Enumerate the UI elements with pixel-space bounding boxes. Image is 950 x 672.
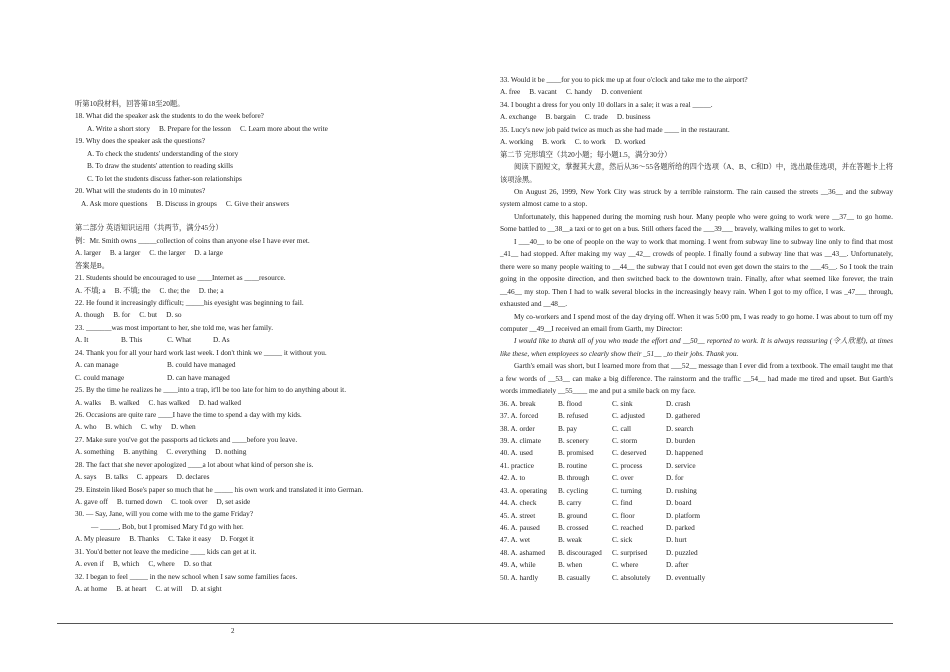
option-text: D. crash — [666, 398, 691, 408]
option-text: 45. A. street — [500, 510, 536, 520]
option-text: B. promised — [558, 448, 594, 458]
footer-rule — [57, 623, 893, 624]
option-text: 48. A. ashamed — [500, 547, 545, 557]
question-33-options: A. free B. vacant C. handy D. convenient — [500, 87, 643, 97]
option-text: C. surprised — [612, 547, 648, 557]
question-34: 34. I bought a dress for you only 10 dollars in a sale; it was a real _____. — [500, 99, 713, 109]
option-text: C. call — [612, 423, 632, 433]
option-row — [500, 460, 893, 472]
question-25: 25. By the time he realizes he ____into a trap, it'll be too late for him to do anything about it. — [75, 385, 347, 395]
option-row — [500, 522, 893, 534]
option-text: C. storm — [612, 435, 638, 445]
option-text: B. scenery — [558, 435, 589, 445]
question-30: 30. — Say, Jane, will you come with me to the game Friday? — [75, 509, 254, 519]
option-text: B. ground — [558, 510, 588, 520]
option-a: A. To check the students' understanding of the story — [87, 148, 239, 158]
option-text: C. over — [612, 473, 634, 483]
question-29: 29. Einstein liked Bose's paper so much that he _____ his own work and translated it into German. — [75, 484, 364, 494]
option-text: D. puzzled — [666, 547, 698, 557]
option-text: D. board — [666, 498, 692, 508]
option-text: B. discouraged — [558, 547, 602, 557]
question-19: 19. Why does the speaker ask the questions? — [75, 136, 205, 146]
passage-paragraph-6: Garth's email was short, but I learned more from that ___52__ message than I ever did from a textbook. The email taught me that a few words of __53__ can make a big difference. The rainstorm and the traffic __54__ had made me tired and upset. But Garth's words immediately __55____ me and put a smile back on my face. — [500, 361, 893, 396]
option-text: 40. A. used — [500, 448, 533, 458]
option-text: B. casually — [558, 572, 591, 582]
option-text: 38. A. order — [500, 423, 535, 433]
option-text: B. routine — [558, 460, 588, 470]
option-text: D. platform — [666, 510, 701, 520]
option-text: D. for — [666, 473, 684, 483]
part-heading: 第二部分 英语知识运用（共两节，满分45分） — [75, 223, 223, 233]
option-row — [500, 410, 893, 422]
option-text: 47. A. wet — [500, 535, 530, 545]
option-text: D. after — [666, 560, 689, 570]
option-text: D. search — [666, 423, 694, 433]
passage-paragraph-4: My co-workers and I spend most of the day drying off. When it was 5:00 pm, I was ready to go home. I was about to turn off my computer __49__I received an email from Garth, my Director: — [500, 311, 893, 333]
question-28: 28. The fact that she never apologized ____a lot about what kind of person she is. — [75, 459, 314, 469]
question-20: 20. What will the students do in 10 minutes? — [75, 186, 206, 196]
example-question: 例：Mr. Smith owns _____collection of coins than anyone else I have ever met. — [75, 235, 310, 245]
question-32-options: A. at home B. at heart C. at will D. at sight — [75, 584, 222, 594]
question-30-options: A. My pleasure B. Thanks C. Take it easy D. Forget it — [75, 534, 254, 544]
question-23: 23. _______was most important to her, she told me, was her family. — [75, 322, 274, 332]
question-23-options: A. It B. This C. What D. As — [75, 335, 230, 345]
option-text: D. happened — [666, 448, 703, 458]
option-text: B. refused — [558, 411, 588, 421]
question-35-options: A. working B. work C. to work D. worked — [500, 137, 646, 147]
question-24-options-row2: C. could manage D. can have managed — [75, 372, 230, 382]
passage-email-quote: I would like to thank all of you who made the effort and __50__ reported to work. It is always reassuring (令人欣慰), at times like these, when employees so clearly show their _51__ _to their jobs. Thank you. — [500, 336, 893, 358]
option-text: B. flood — [558, 398, 582, 408]
question-24: 24. Thank you for all your hard work last week. I don't think we _____ it without you. — [75, 347, 327, 357]
passage-paragraph-3: I ___40__ to be one of people on the way to work that morning. I went from subway line to subway line only to find that most _41__ had stopped. After making my way __42__ crowds of people. I finally found a subway line that was __43__. Unfortunately, there were so many people waiting to __44__ the subway that I could not even get down the stairs to the ___45__. So I took the train going in the opposite direction, and then switched back to the downtown train. Finally, after what seemed like forever, the train __46__ my stop. Then I had to walk several blocks in the increasingly heavy rain. When I got to my office, I was _47___ through, exhausted and __48__. — [500, 236, 893, 309]
option-row — [500, 497, 893, 509]
left-column — [75, 98, 480, 596]
question-32: 32. I began to feel _____ in the new school when I saw some families faces. — [75, 571, 298, 581]
question-31: 31. You'd better not leave the medicine ____ kids can get at it. — [75, 546, 257, 556]
option-text: C. absolutely — [612, 572, 651, 582]
option-text: C. where — [612, 560, 639, 570]
question-21-options: A. 不填; a B. 不填; the C. the; the D. the; a — [75, 285, 224, 295]
example-options: A. larger B. a larger C. the larger D. a large — [75, 248, 223, 258]
question-31-options: A. even if B, which C, where D. so that — [75, 559, 212, 569]
question-22-options: A. though B. for C. but D. so — [75, 310, 182, 320]
option-row — [500, 435, 893, 447]
question-18-options: A. Write a short story B. Prepare for the lesson C. Learn more about the write — [87, 123, 328, 133]
option-row — [500, 559, 893, 571]
option-text: C. floor — [612, 510, 635, 520]
question-29-options: A. gave off B. turned down C. took over D, set aside — [75, 497, 251, 506]
option-row — [500, 423, 893, 435]
option-text: B. weak — [558, 535, 582, 545]
option-row — [500, 472, 893, 484]
option-text: B. crossed — [558, 523, 589, 533]
option-text: C. turning — [612, 485, 642, 495]
option-text: C. reached — [612, 523, 644, 533]
option-text: 41. practice — [500, 460, 535, 470]
option-text: 37. A. forced — [500, 411, 539, 421]
option-text: C. deserved — [612, 448, 647, 458]
question-33: 33. Would it be ____for you to pick me up at four o'clock and take me to the airport? — [500, 75, 748, 84]
question-20-options: A. Ask more questions B. Discuss in groups C. Give their answers — [81, 198, 290, 208]
option-text: C. process — [612, 460, 643, 470]
cloze-options-list — [500, 398, 893, 585]
question-35: 35. Lucy's new job paid twice as much as she had made ____ in the restaurant. — [500, 124, 730, 134]
section-heading: 第二节 完形填空（共20小题；每小题1.5，满分30分） — [500, 149, 672, 159]
option-text: D. rushing — [666, 485, 697, 495]
option-text: 36. A. break — [500, 398, 536, 408]
instructions: 阅读下面短文，掌握其大意，然后从36～55各题所给的四个选项（A、B、C和D）中，选出最佳选项，并在答题卡上将该项涂黑。 — [500, 162, 893, 184]
question-28-options: A. says B. talks C. appears D. declares — [75, 472, 210, 482]
option-text: 43. A. operating — [500, 485, 548, 495]
question-34-options: A. exchange B. bargain C. trade D. business — [500, 112, 651, 122]
option-text: C. adjusted — [612, 411, 645, 421]
option-text: D. gathered — [666, 411, 701, 421]
page-number: 2 — [231, 627, 235, 635]
option-text: D. service — [666, 460, 696, 470]
option-text: B. through — [558, 473, 590, 483]
option-text: 42. A. to — [500, 473, 526, 483]
option-text: D. hurt — [666, 535, 687, 545]
option-text: B. carry — [558, 498, 582, 508]
option-text: B. cycling — [558, 485, 588, 495]
option-text: 39. A. climate — [500, 435, 541, 445]
option-row — [500, 572, 893, 584]
option-c: C. To let the students discuss father-son relationships — [87, 173, 242, 183]
option-row — [500, 447, 893, 459]
option-text: D. eventually — [666, 572, 706, 582]
section-heading: 听第10段材料，回答第18至20题。 — [75, 99, 185, 108]
option-row — [500, 547, 893, 559]
right-column — [500, 74, 893, 584]
option-text: C. sink — [612, 398, 633, 408]
option-b: B. To draw the students' attention to reading skills — [87, 161, 233, 171]
option-text: 44. A. check — [500, 498, 537, 508]
question-24-options-row1: A. can manage B. could have managed — [75, 360, 236, 370]
option-text: D. parked — [666, 523, 695, 533]
question-25-options: A. walks B. walked C. has walked D. had walked — [75, 397, 242, 407]
option-text: 50. A. hardly — [500, 572, 539, 582]
question-26: 26. Occasions are quite rare ____I have the time to spend a day with my kids. — [75, 409, 302, 419]
question-18: 18. What did the speaker ask the students to do the week before? — [75, 111, 264, 121]
question-21: 21. Students should be encouraged to use ____Internet as ____resource. — [75, 273, 286, 283]
passage-paragraph-2: Unfortunately, this happened during the morning rush hour. Many people who were going to work were __37__ to go home. Some battled to __38__a taxi or to get on a bus. Still others faced the ___39___ bravely, walking miles to get to work. — [500, 211, 893, 234]
option-text: 49. A, while — [500, 560, 536, 570]
example-answer: 答案是B。 — [75, 260, 110, 270]
question-27-options: A. something B. anything C. everything D. nothing — [75, 447, 247, 457]
option-text: C. sick — [612, 535, 633, 545]
passage-paragraph-1: On August 26, 1999, New York City was struck by a terrible rainstorm. The rain caused the streets __36__ and the subway system almost came to a stop. — [500, 186, 893, 209]
question-30-reply: — _____, Bob, but I promised Mary I'd go with her. — [91, 521, 244, 531]
option-row — [500, 485, 893, 497]
option-text: C. find — [612, 498, 633, 508]
question-26-options: A. who B. which C. why D. when — [75, 422, 196, 432]
question-22: 22. He found it increasingly difficult; _____his eyesight was beginning to fail. — [75, 298, 304, 307]
option-text: 46. A. paused — [500, 523, 540, 533]
option-text: D. burden — [666, 435, 696, 445]
option-text: B. pay — [558, 423, 578, 433]
option-row — [500, 534, 893, 546]
option-row — [500, 510, 893, 522]
question-27: 27. Make sure you've got the passports ad tickets and ____before you leave. — [75, 434, 298, 444]
option-row — [500, 398, 893, 410]
option-text: B. when — [558, 560, 583, 570]
